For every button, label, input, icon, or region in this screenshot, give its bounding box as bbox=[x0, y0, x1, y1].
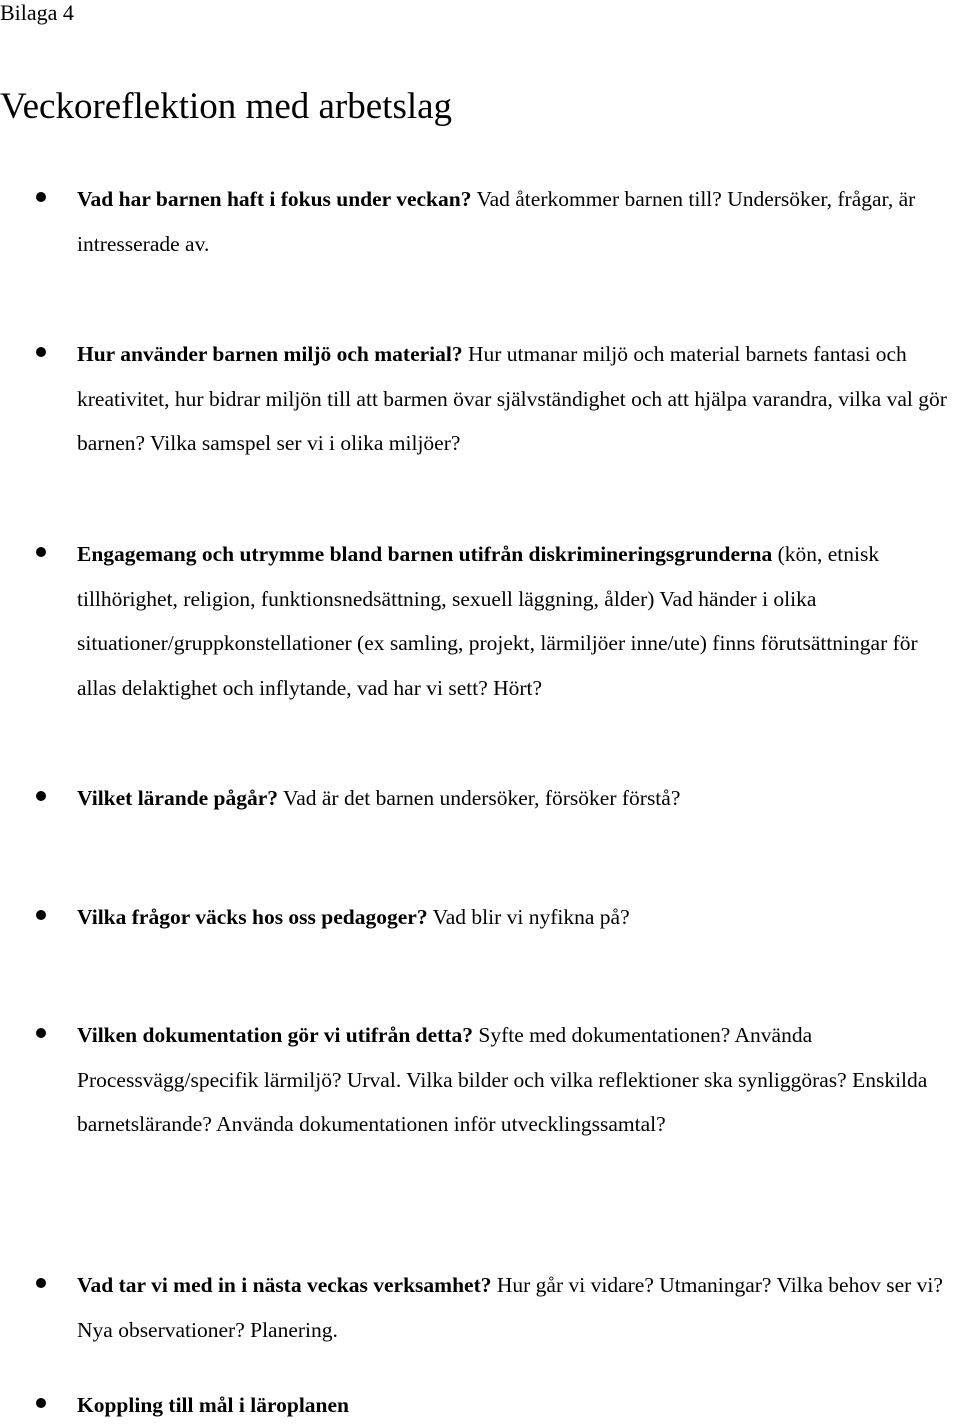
list-item-details: Vad återkommer barnen till? Undersöker, frågar, är intresserade av. bbox=[77, 187, 916, 256]
list-item-text bbox=[77, 1013, 957, 1147]
list-item-text bbox=[77, 332, 957, 466]
list-item-text bbox=[77, 776, 957, 821]
list-item-text bbox=[77, 895, 957, 940]
list-item-details: (kön, etnisk tillhörighet, religion, funktionsnedsättning, sexuell läggning, ålder) Vad händer i olika situationer/gruppkonstellationer (ex samling, projekt, lärmiljöer inne/ute) finns förutsättningar för allas delaktighet och inflytande, vad har vi sett? Hört? bbox=[77, 542, 918, 700]
list-item-question: Vilka frågor väcks hos oss pedagoger? bbox=[77, 905, 428, 929]
list-item-details: Hur utmanar miljö och material barnets fantasi och kreativitet, hur bidrar miljön till att barmen övar självständighet och att hjälpa varandra, vilka val gör barnen? Vilka samspel ser vi i olika miljöer? bbox=[77, 342, 947, 455]
list-item-question: Vad har barnen haft i fokus under veckan? bbox=[77, 187, 472, 211]
list-item-question: Vilket lärande pågår? bbox=[77, 786, 279, 810]
bullet-icon bbox=[36, 547, 46, 557]
list-item-question: Koppling till mål i läroplanen bbox=[77, 1393, 349, 1417]
bullet-icon bbox=[36, 1398, 46, 1408]
list-item-details: Vad blir vi nyfikna på? bbox=[427, 905, 630, 929]
document-title: Veckoreflektion med arbetslag bbox=[0, 86, 453, 127]
bullet-icon bbox=[36, 192, 46, 202]
list-item-details: Hur går vi vidare? Utmaningar? Vilka behov ser vi? Nya observationer? Planering. bbox=[77, 1273, 943, 1342]
bullet-icon bbox=[36, 791, 46, 801]
list-item-text bbox=[77, 1263, 957, 1352]
bullet-icon bbox=[36, 347, 46, 357]
list-item-text bbox=[77, 532, 957, 710]
bullet-icon bbox=[36, 1028, 46, 1038]
bullet-icon bbox=[36, 1278, 46, 1288]
list-item-details: Syfte med dokumentationen? Använda Processvägg/specifik lärmiljö? Urval. Vilka bilder och vilka reflektioner ska synliggöras? Enskilda barnetslärande? Använda dokumentationen inför utvecklingssamtal? bbox=[77, 1023, 928, 1136]
list-item-text bbox=[77, 177, 957, 266]
list-item-question: Hur använder barnen miljö och material? bbox=[77, 342, 463, 366]
bullet-icon bbox=[36, 910, 46, 920]
list-item-question: Vad tar vi med in i nästa veckas verksamhet? bbox=[77, 1273, 492, 1297]
list-item-question: Vilken dokumentation gör vi utifrån detta? bbox=[77, 1023, 473, 1047]
list-item-details: Vad är det barnen undersöker, försöker förstå? bbox=[278, 786, 681, 810]
list-item-text bbox=[77, 1383, 957, 1428]
list-item-question: Engagemang och utrymme bland barnen utifrån diskrimineringsgrunderna bbox=[77, 542, 773, 566]
page-label: Bilaga 4 bbox=[0, 0, 74, 25]
